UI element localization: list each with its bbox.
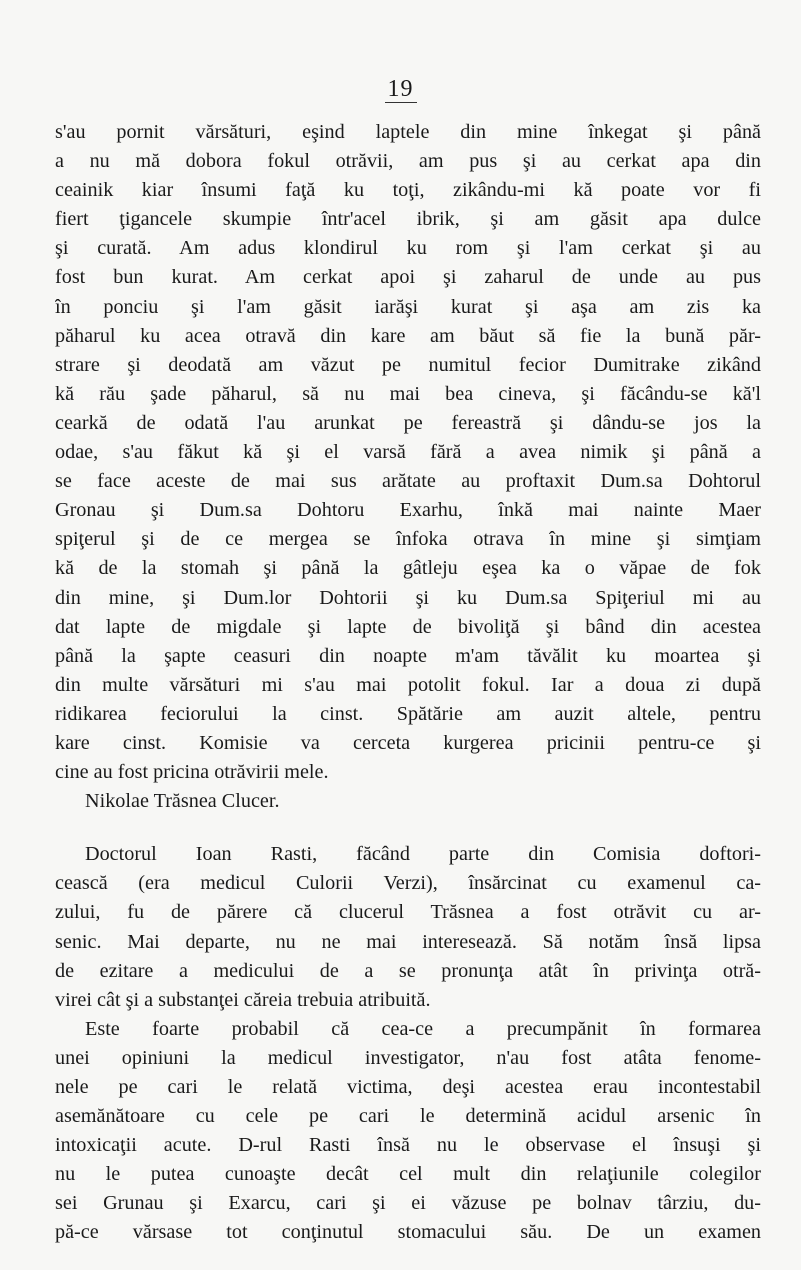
text-line: a nu mă dobora fokul otrăvii, am pus şi au cerkat apa din: [55, 150, 761, 173]
text-line: kă rău şade păharul, să nu mai bea cineva, şi făcându-se kă'l: [55, 382, 761, 405]
page-number: 19: [0, 76, 801, 103]
text-line: în ponciu şi l'am găsit iarăşi kurat şi aşa am zis ka: [55, 295, 761, 318]
text-line: ceainik kiar însumi faţă ku toţi, zikându-mi kă poate vor fi: [55, 179, 761, 202]
text-line: dat lapte de migdale şi lapte de bivoliţă şi bând din acestea: [55, 615, 761, 638]
text-line: senic. Mai departe, nu ne mai interesează. Să notăm însă lipsa: [55, 930, 761, 953]
text-line: se face aceste de mai sus arătate au proftaxit Dum.sa Dohtorul: [55, 470, 761, 493]
text-line: sei Grunau şi Exarcu, cari şi ei văzuse pe bolnav târziu, du-: [55, 1192, 761, 1215]
text-line: nu le putea cunoaşte decât cel mult din relaţiunile colegilor: [55, 1163, 761, 1186]
text-line: fiert ţigancele skumpie într'acel ibrik, şi am găsit apa dulce: [55, 208, 761, 231]
text-line: pă-ce vărsase tot conţinutul stomacului său. De un examen: [55, 1221, 761, 1244]
text-line: Este foarte probabil că cea-ce a precumpănit în formarea: [85, 1017, 761, 1040]
paragraph-analysis: [55, 1015, 761, 1248]
text-line: strare şi deodată am văzut pe numitul fecior Dumitrake zikând: [55, 353, 761, 376]
text-line: din multe vărsături mi s'au mai potolit fokul. Iar a doua zi după: [55, 673, 761, 696]
text-line: din mine, şi Dum.lor Dohtorii şi ku Dum.sa Spiţeriul mi au: [55, 586, 761, 609]
text-line: s'au pornit vărsături, eşind laptele din mine înkegat şi până: [55, 121, 761, 143]
paragraph-rasti: [55, 840, 761, 1015]
text-line: kă de la stomah şi până la gâtleju eşea ka o văpae de fok: [55, 557, 761, 580]
text-line: odae, s'au făkut kă şi el varsă fără a avea nimik şi până a: [55, 441, 761, 464]
text-line: zului, fu de părere că clucerul Trăsnea a fost otrăvit cu ar-: [55, 901, 761, 924]
text-line: kare cinst. Komisie va cerceta kurgerea pricinii pentru-ce şi: [55, 731, 761, 754]
text-line: unei opiniuni la medicul investigator, n'au fost atâta fenome-: [55, 1046, 761, 1069]
section-gap: [55, 816, 761, 840]
text-line: asemănătoare cu cele pe cari le determină acidul arsenic în: [55, 1105, 761, 1128]
text-line: de ezitare a medicului de a se pronunţa atât în privinţa otră-: [55, 959, 761, 982]
text-line: ridikarea feciorului la cinst. Spătărie am auzit altele, pentru: [55, 702, 761, 725]
text-line: până la şapte ceasuri din noapte m'am tăvălit ku moartea şi: [55, 644, 761, 667]
text-line: spiţerul şi de ce mergea se înfoka otrava în mine şi simţiam: [55, 528, 761, 551]
text-line: nele pe cari le relată victima, deşi acestea erau incontestabil: [55, 1076, 761, 1098]
paragraph-letter: [55, 118, 761, 787]
text-line: virei cât şi a substanţei căreia trebuia atribuită.: [55, 988, 431, 1011]
text-line: intoxicaţii acute. D-rul Rasti însă nu le observase el însuşi şi: [55, 1134, 761, 1157]
text-line: cearkă de odată l'au arunkat pe fereastră şi dându-se jos la: [55, 411, 761, 434]
text-line: cine au fost pricina otrăvirii mele.: [55, 761, 329, 784]
signature: Nikolae Trăsnea Clucer.: [85, 790, 280, 813]
text-line: fost bun kurat. Am cerkat apoi şi zaharul de unde au pus: [55, 266, 761, 289]
signature-paragraph: [55, 787, 761, 816]
text-line: Gronau şi Dum.sa Dohtoru Exarhu, înkă mai nainte Maer: [55, 499, 761, 522]
text-line: şi curată. Am adus klondirul ku rom şi l'am cerkat şi au: [55, 237, 761, 260]
text-line: Doctorul Ioan Rasti, făcând parte din Comisia doftori-: [85, 843, 761, 866]
text-line: cească (era medicul Culorii Verzi), însărcinat cu examenul ca-: [55, 872, 761, 895]
text-line: păharul ku acea otravă din kare am băut să fie la bună păr-: [55, 324, 761, 347]
body-text: [55, 118, 761, 1248]
